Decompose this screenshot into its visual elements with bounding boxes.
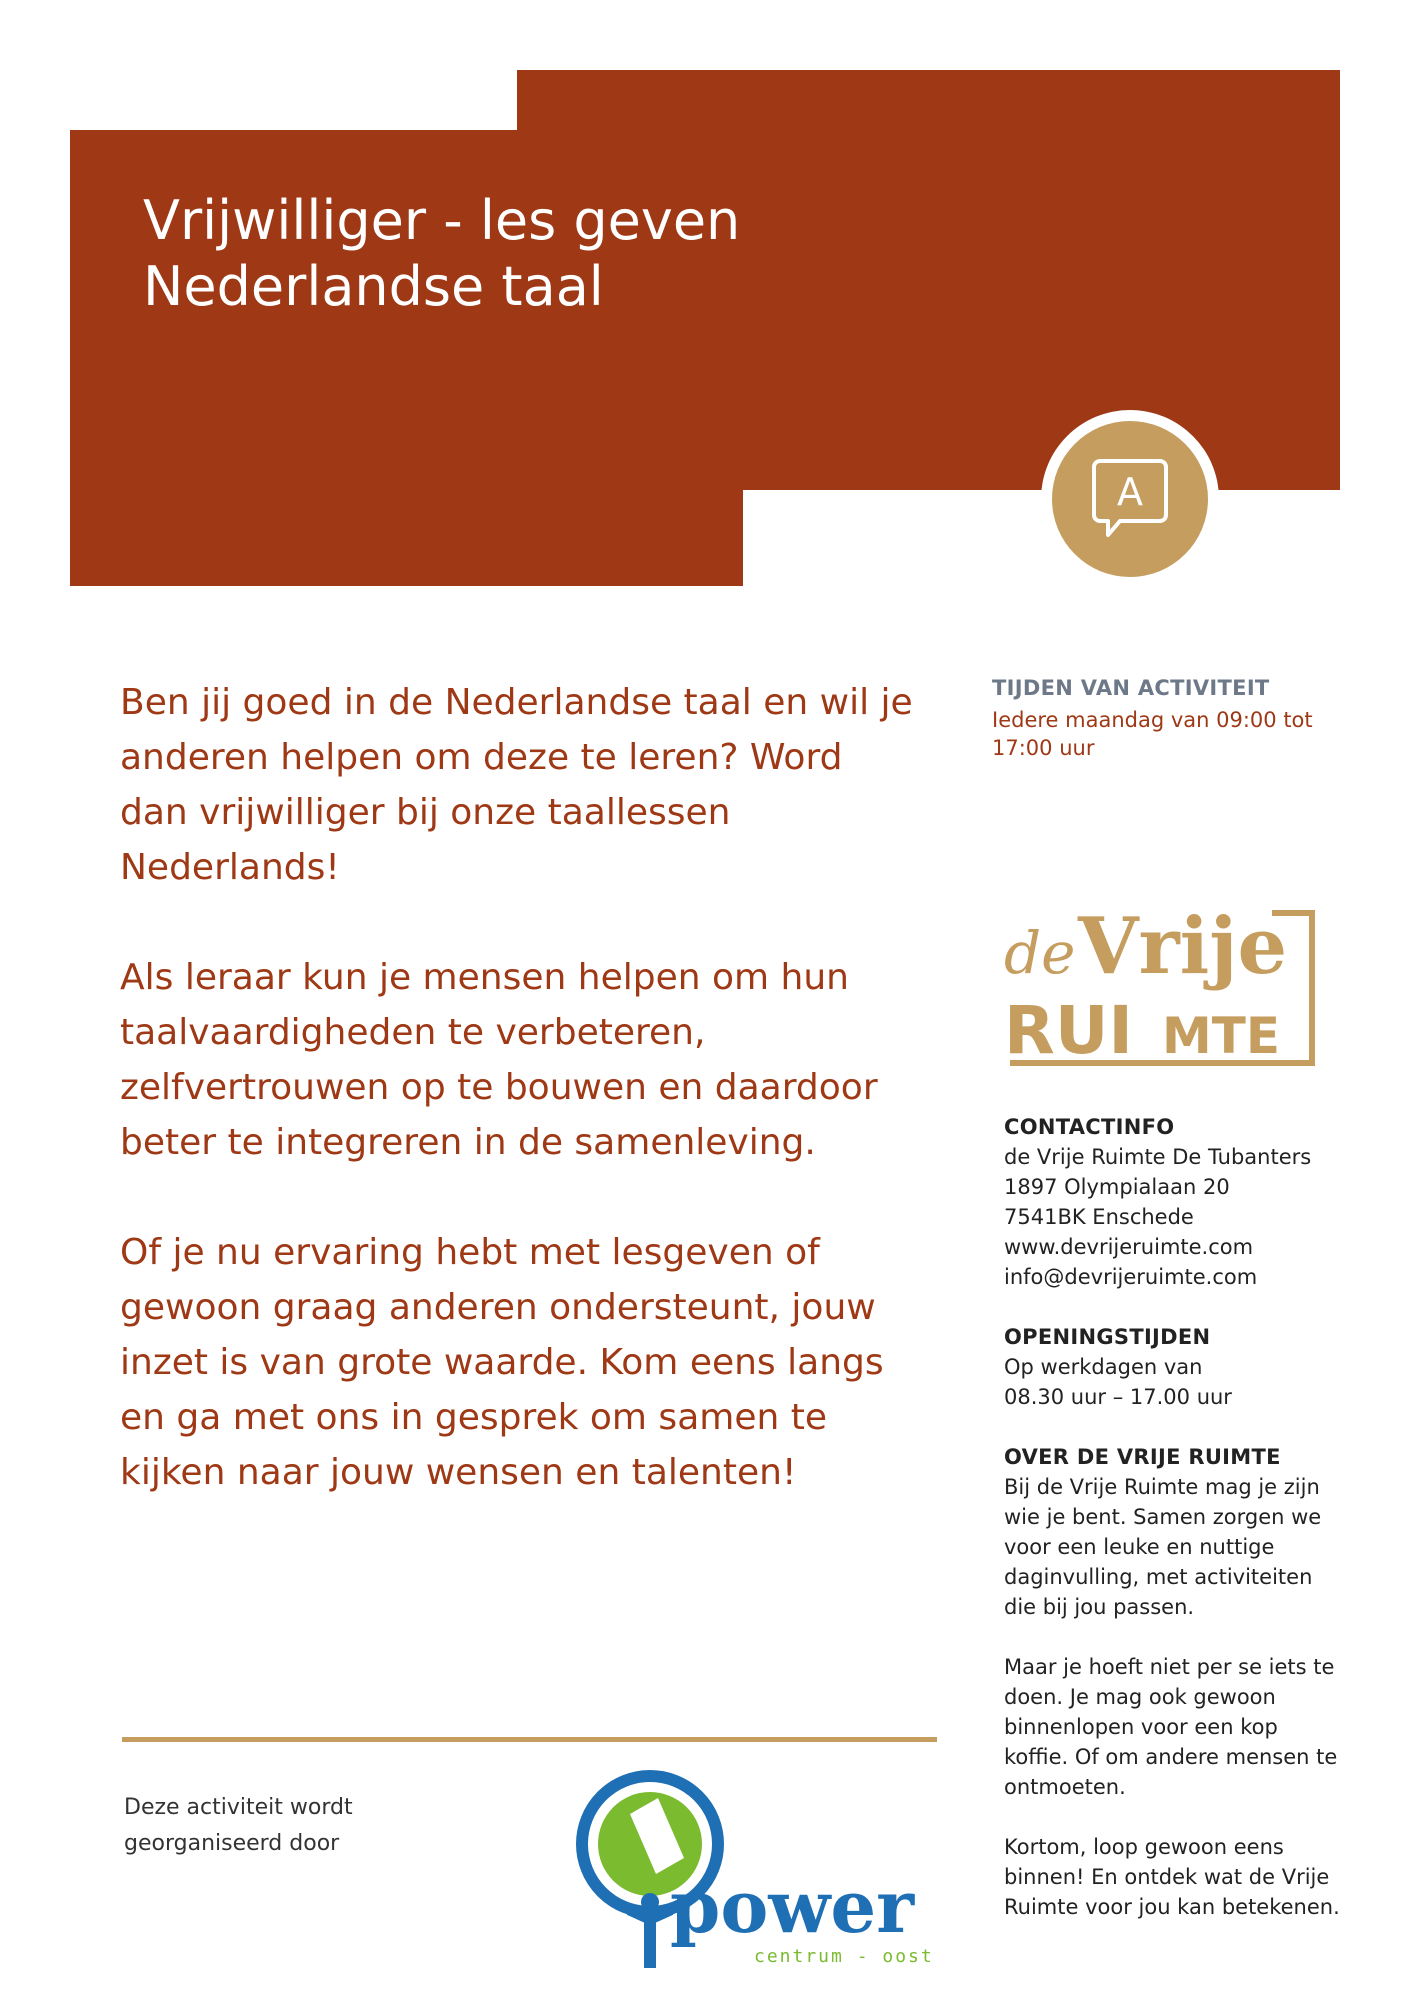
de-vrije-ruimte-logo bbox=[1004, 905, 1324, 1075]
about-heading: OVER DE VRIJE RUIMTE bbox=[1004, 1445, 1281, 1469]
power-centrum-oost-logo bbox=[558, 1762, 938, 1972]
intro-paragraph-3: Of je nu ervaring hebt met lesgeven of gewoon graag anderen ondersteunt, jouw inzet is van grote waarde. Kom eens langs en ga met ons in gesprek om samen te kijken naar jouw wensen en talenten! bbox=[120, 1232, 884, 1493]
intro-text bbox=[120, 675, 920, 1555]
intro-paragraph-2: Als leraar kun je mensen helpen om hun taalvaardigheden te verbeteren, zelfvertrouwen op te bouwen en daardoor beter te integreren in de samenleving. bbox=[120, 957, 878, 1163]
contact-block bbox=[1004, 1112, 1344, 1292]
page-title-line-2: Nederlandse taal bbox=[143, 255, 604, 318]
about-paragraph-2: Maar je hoeft niet per se iets te doen. Je mag ook gewoon binnenlopen voor een kop koffie. Of om andere mensen te ontmoeten. bbox=[1004, 1655, 1338, 1799]
header-banner-bottom bbox=[70, 490, 743, 586]
activity-times-value: Iedere maandag van 09:00 tot 17:00 uur bbox=[992, 708, 1313, 760]
hours-line: 08.30 uur – 17.00 uur bbox=[1004, 1385, 1232, 1409]
divider bbox=[122, 1737, 937, 1742]
hours-heading: OPENINGSTIJDEN bbox=[1004, 1325, 1211, 1349]
language-badge bbox=[1052, 421, 1208, 577]
hours-line: Op werkdagen van bbox=[1004, 1355, 1203, 1379]
intro-paragraph-1: Ben jij goed in de Nederlandse taal en wil je anderen helpen om deze te leren? Word dan vrijwilliger bij onze taallessen Nederlands! bbox=[120, 682, 913, 888]
about-paragraph-3: Kortom, loop gewoon eens binnen! En ontdek wat de Vrije Ruimte voor jou kan betekenen. bbox=[1004, 1835, 1340, 1919]
about-block bbox=[1004, 1442, 1344, 1922]
website-link[interactable]: www.devrijeruimte.com bbox=[1004, 1235, 1254, 1259]
email-link[interactable]: info@devrijeruimte.com bbox=[1004, 1265, 1258, 1289]
logo-word-de: de bbox=[1004, 919, 1076, 987]
logo-word-rui: RUI bbox=[1004, 992, 1133, 1069]
logo-word-vrije: Vrije bbox=[1078, 905, 1288, 992]
page-title-line-1: Vrijwilliger - les geven bbox=[143, 189, 741, 252]
contact-line: de Vrije Ruimte De Tubanters bbox=[1004, 1145, 1312, 1169]
logo-word-mte: MTE bbox=[1162, 1007, 1281, 1065]
contact-heading: CONTACTINFO bbox=[1004, 1115, 1175, 1139]
power-logo-word: power bbox=[670, 1864, 915, 1949]
power-logo-subtitle: centrum - oost bbox=[754, 1946, 934, 1967]
contact-line: 7541BK Enschede bbox=[1004, 1205, 1194, 1229]
contact-line: 1897 Olympialaan 20 bbox=[1004, 1175, 1230, 1199]
speech-bubble-letter-a-icon bbox=[1090, 457, 1170, 541]
header-banner-top bbox=[517, 70, 1340, 130]
page-title bbox=[143, 188, 843, 320]
organized-by-text: Deze activiteit wordt georganiseerd door bbox=[124, 1795, 353, 1856]
about-paragraph-1: Bij de Vrije Ruimte mag je zijn wie je bent. Samen zorgen we voor een leuke en nuttige daginvulling, met activiteiten die bij jou passen. bbox=[1004, 1475, 1322, 1619]
sidebar-info bbox=[1004, 1112, 1344, 1952]
activity-times-heading: TIJDEN VAN ACTIVITEIT bbox=[992, 676, 1270, 700]
badge-letter: A bbox=[1117, 470, 1143, 514]
hours-block bbox=[1004, 1322, 1344, 1412]
